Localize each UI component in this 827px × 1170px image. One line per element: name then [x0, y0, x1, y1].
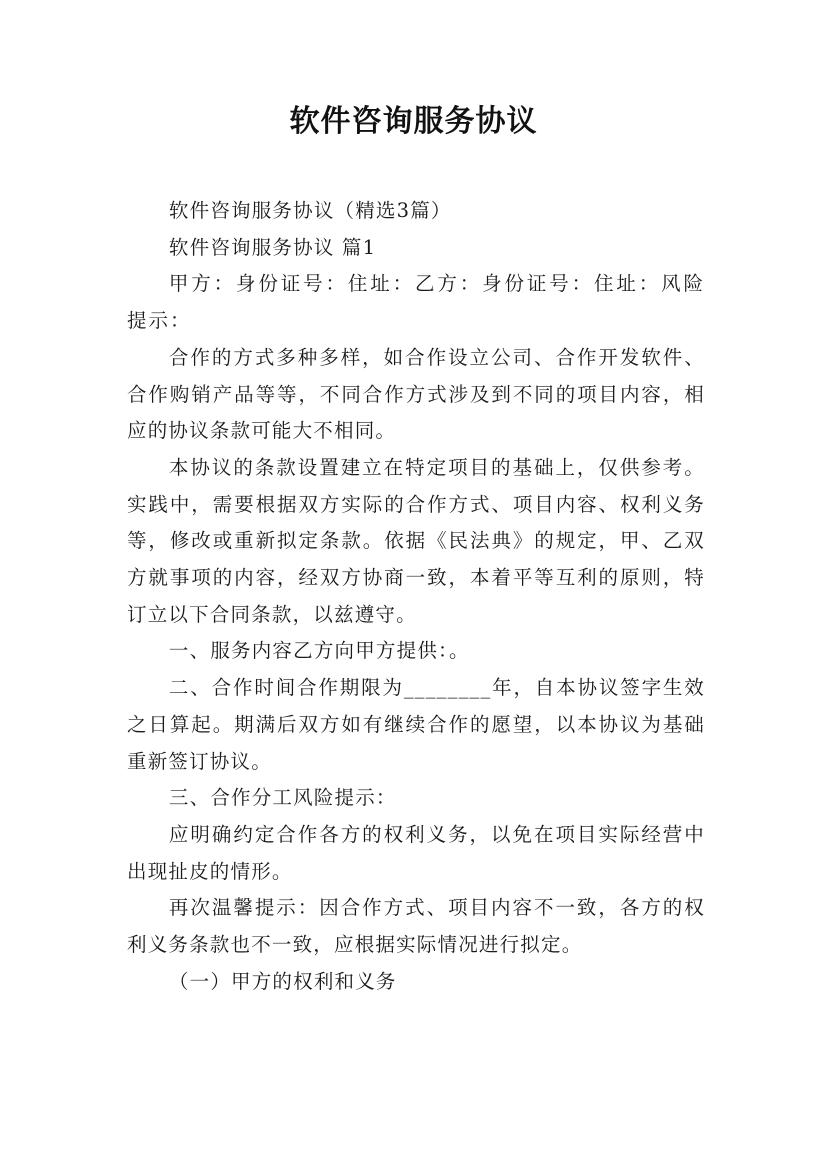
- document-body: [127, 193, 705, 1000]
- paragraph-division-of-work: 三、合作分工风险提示：: [168, 786, 397, 810]
- paragraph-rights-obligations: 应明确约定合作各方的权利义务，以免在项目实际经营中出现扯皮的情形。: [127, 822, 705, 883]
- paragraph-cooperation-methods: 合作的方式多种多样，如合作设立公司、合作开发软件、合作购销产品等等，不同合作方式涉及到不同的项目内容，相应的协议条款可能大不相同。: [127, 345, 705, 443]
- paragraph-clause-basis: 本协议的条款设置建立在特定项目的基础上，仅供参考。实践中，需要根据双方实际的合作方式、项目内容、权利义务等，修改或重新拟定条款。依据《民法典》的规定，甲、乙双方就事项的内容，经双方协商一致，本着平等互利的原则，特订立以下合同条款，以兹遵守。: [127, 455, 705, 626]
- paragraph-section-heading: 软件咨询服务协议 篇1: [168, 235, 377, 259]
- paragraph-service-content: 一、服务内容乙方向甲方提供：。: [168, 639, 470, 663]
- paragraph-parties: 甲方：身份证号：住址：乙方：身份证号：住址：风险提示：: [127, 272, 705, 333]
- paragraph-reminder: 再次温馨提示：因合作方式、项目内容不一致，各方的权利义务条款也不一致，应根据实际情况进行拟定。: [127, 896, 705, 957]
- document-title: 软件咨询服务协议: [289, 104, 538, 139]
- paragraph-party-a-rights: （一）甲方的权利和义务: [168, 969, 397, 993]
- paragraph-subtitle: 软件咨询服务协议（精选3篇）: [168, 199, 452, 222]
- paragraph-cooperation-period: 二、合作时间合作期限为________年，自本协议签字生效之日算起。期满后双方如有继续合作的愿望，以本协议为基础重新签订协议。: [127, 676, 705, 773]
